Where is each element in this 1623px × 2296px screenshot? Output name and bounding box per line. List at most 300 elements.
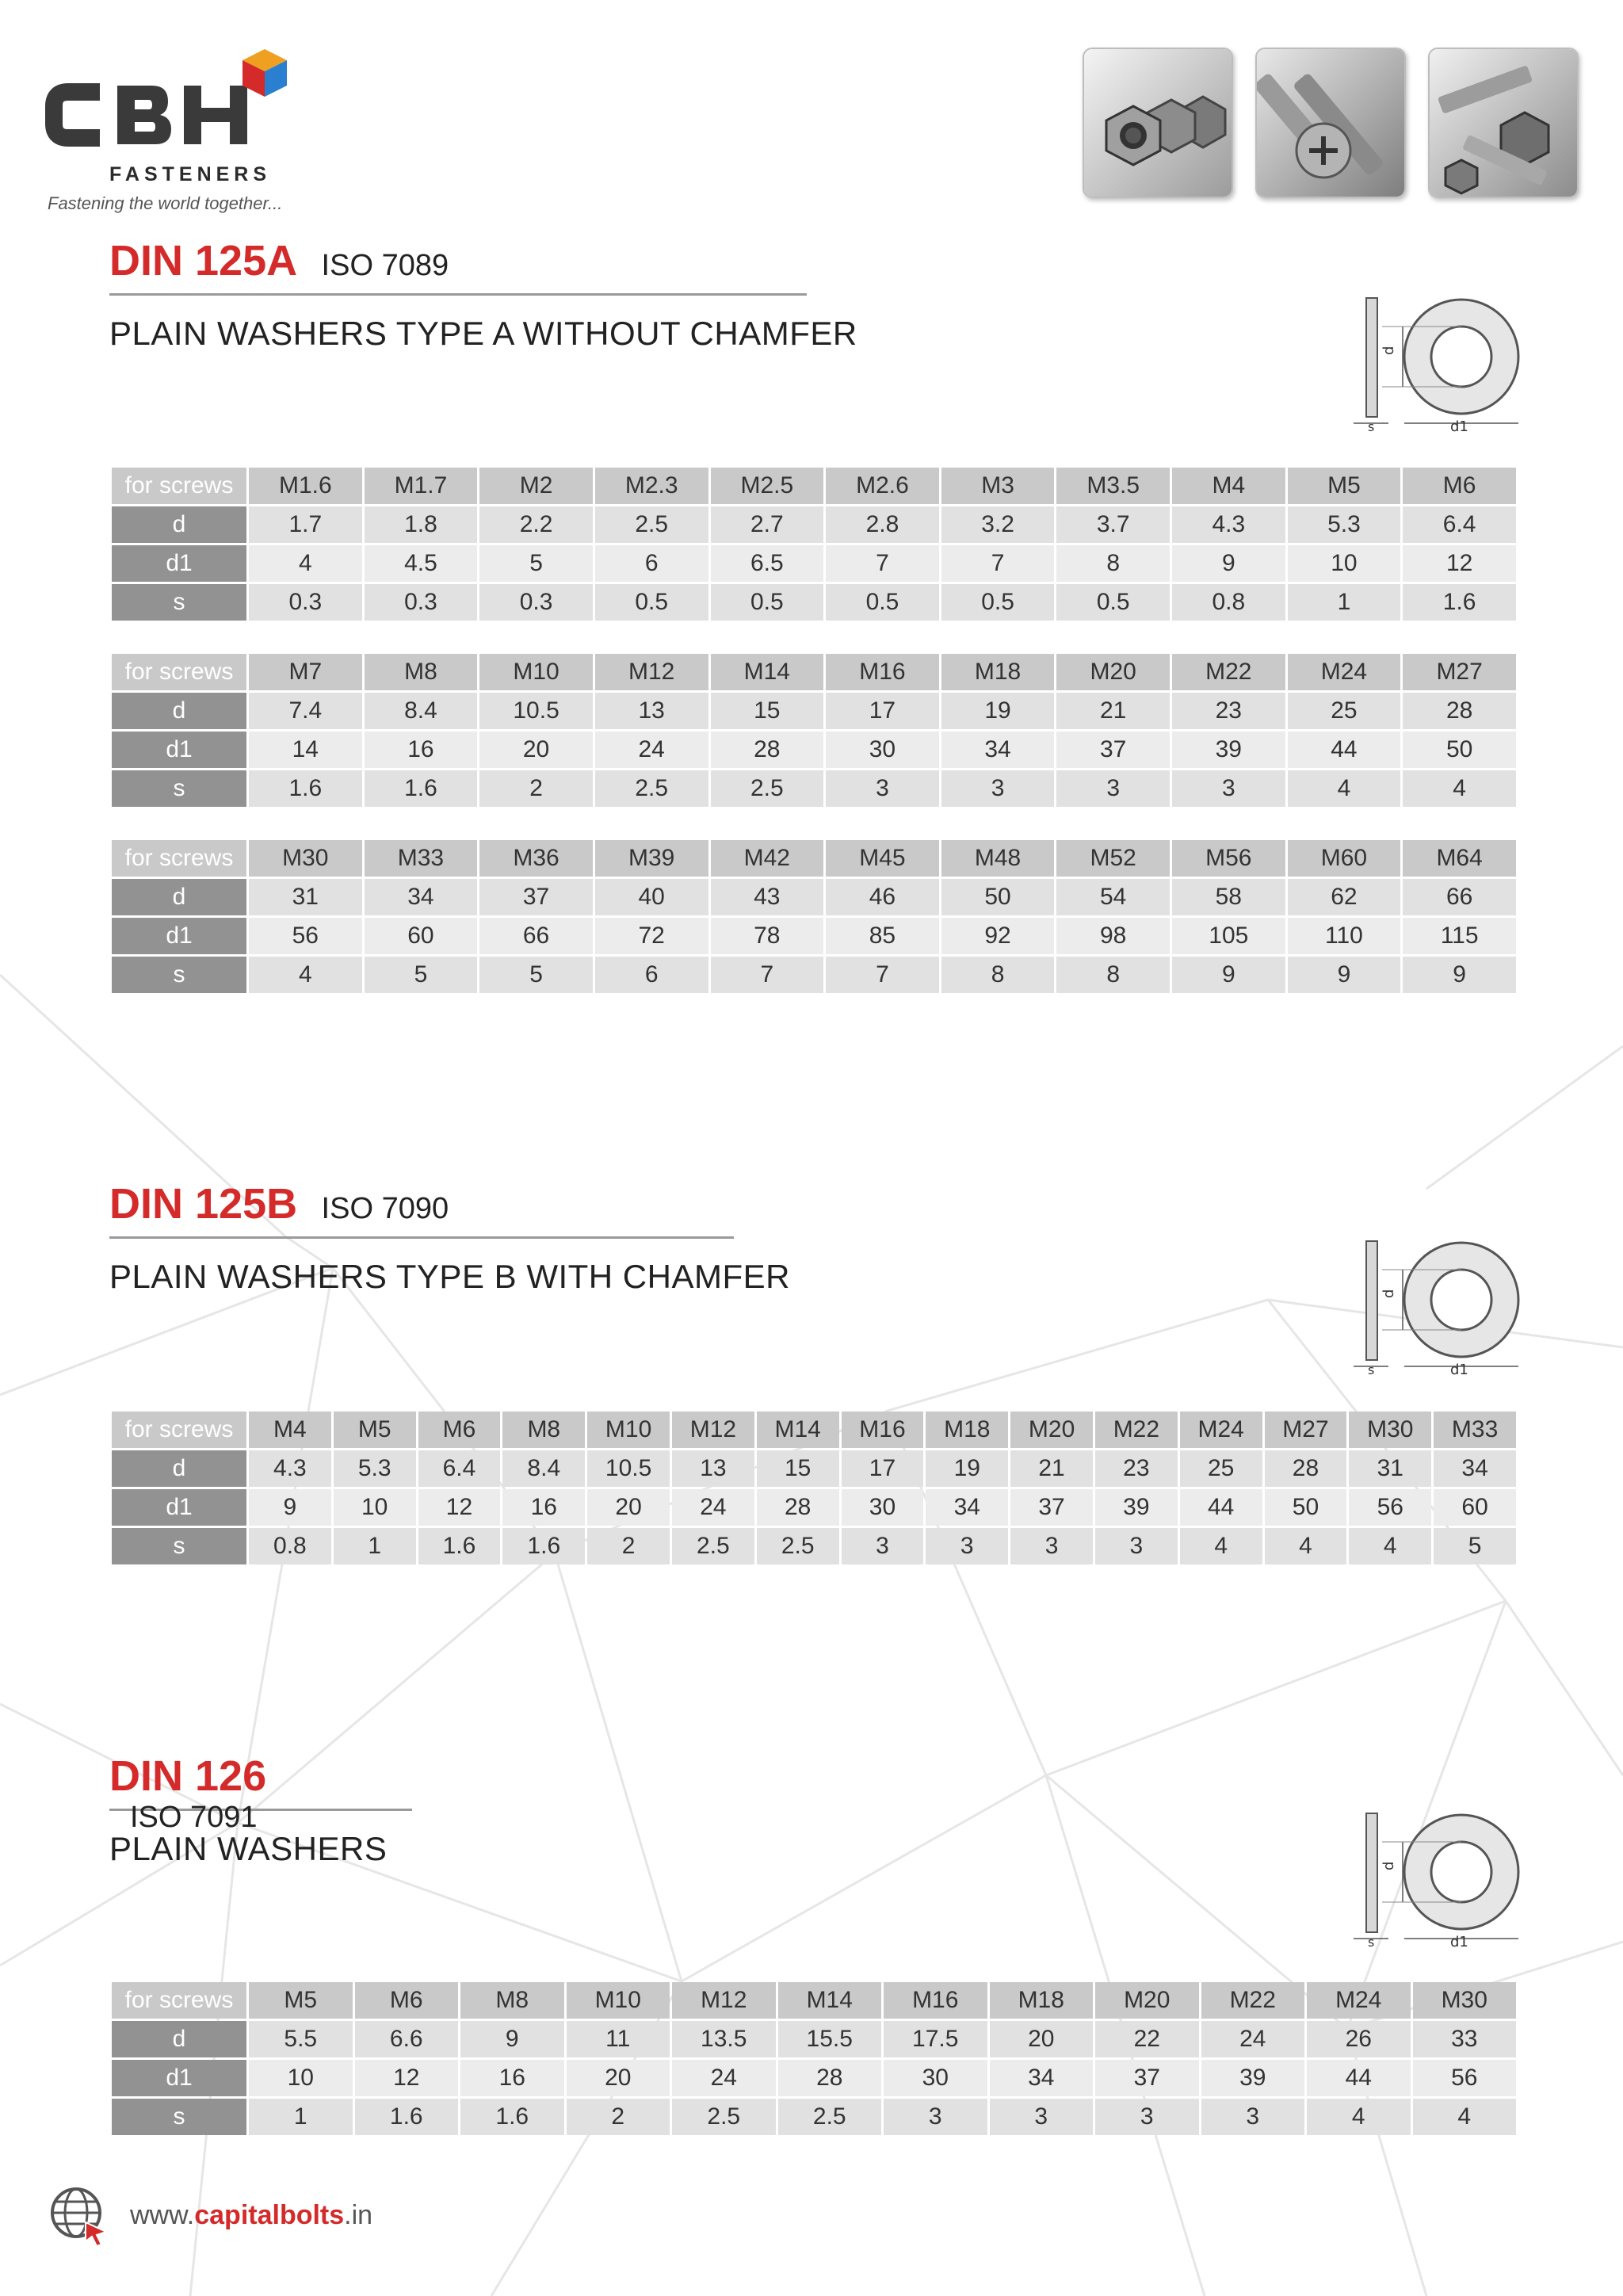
dimension-cell: 23 [1172, 693, 1285, 729]
dimension-cell: 1.6 [502, 1528, 585, 1564]
screw-size-cell: M52 [1056, 840, 1170, 877]
dimension-cell: 8.4 [365, 693, 478, 729]
screw-size-cell: M24 [1307, 1982, 1411, 2019]
cbh-logo-icon [44, 44, 314, 163]
dimension-cell: 8.4 [502, 1450, 585, 1487]
row-label: for screws [112, 840, 246, 877]
table-row [112, 732, 1516, 768]
dimension-cell: 43 [711, 879, 824, 915]
dimension-cell: 10 [249, 2060, 353, 2096]
dimension-cell: 9 [1288, 957, 1401, 993]
screw-size-cell: M2 [479, 468, 593, 504]
screw-size-cell: M12 [672, 1982, 776, 2019]
section-code: DIN 125A [109, 237, 298, 285]
dimension-cell: 25 [1288, 693, 1401, 729]
dimension-cell: 3 [842, 1528, 924, 1564]
dimension-cell: 28 [778, 2060, 882, 2096]
dimension-cell: 0.3 [365, 584, 478, 621]
screw-size-cell: M18 [926, 1412, 1008, 1448]
svg-text:d: d [1381, 346, 1397, 355]
dimension-table [109, 1980, 1518, 2137]
table-header-row [112, 1412, 1516, 1448]
dimension-cell: 17 [842, 1450, 924, 1487]
dimension-cell: 33 [1413, 2021, 1517, 2057]
dimension-cell: 5 [479, 957, 593, 993]
dimension-cell: 17.5 [884, 2021, 987, 2057]
dimension-cell: 7 [826, 545, 939, 582]
dimension-cell: 2.5 [672, 1528, 754, 1564]
dimension-cell: 50 [941, 879, 1055, 915]
dimension-cell: 39 [1172, 732, 1285, 768]
dimension-cell: 37 [1095, 2060, 1199, 2096]
dimension-cell: 1.8 [365, 506, 478, 543]
dimension-cell: 19 [941, 693, 1055, 729]
screw-size-cell: M22 [1172, 654, 1285, 690]
row-label: d1 [112, 2060, 246, 2096]
dimension-cell: 34 [1434, 1450, 1516, 1487]
screw-size-cell: M36 [479, 840, 593, 877]
screw-size-cell: M8 [460, 1982, 564, 2019]
dimension-cell: 9 [460, 2021, 564, 2057]
dimension-cell: 3.7 [1056, 506, 1170, 543]
dimension-cell: 4 [249, 545, 362, 582]
brand-tagline: Fastening the world together... [48, 193, 283, 213]
screw-size-cell: M1.6 [249, 468, 362, 504]
screw-size-cell: M24 [1180, 1412, 1262, 1448]
dimension-cell: 34 [941, 732, 1055, 768]
section-iso: ISO 7090 [321, 1192, 449, 1225]
washer-diagram-icon [1347, 292, 1522, 434]
dimension-cell: 2.8 [826, 506, 939, 543]
dimension-cell: 31 [1349, 1450, 1431, 1487]
dimension-cell: 50 [1403, 732, 1516, 768]
dimension-cell: 5 [1434, 1528, 1516, 1564]
dimension-cell: 39 [1201, 2060, 1305, 2096]
svg-text:d1: d1 [1450, 1934, 1468, 1950]
dimension-cell: 14 [249, 732, 362, 768]
table-row [112, 2021, 1516, 2057]
screw-size-cell: M18 [941, 654, 1055, 690]
table-row [112, 506, 1516, 543]
dimension-cell: 17 [826, 693, 939, 729]
dimension-cell: 21 [1010, 1450, 1093, 1487]
screw-size-cell: M42 [711, 840, 824, 877]
dimension-cell: 5.3 [334, 1450, 416, 1487]
screw-size-cell: M30 [249, 840, 362, 877]
dimension-cell: 4 [1403, 770, 1516, 807]
dimension-cell: 13.5 [672, 2021, 776, 2057]
screw-size-cell: M22 [1201, 1982, 1305, 2019]
dimension-cell: 3 [1095, 2099, 1199, 2135]
dimension-cell: 28 [757, 1489, 839, 1526]
screw-size-cell: M33 [365, 840, 478, 877]
screw-size-cell: M14 [711, 654, 824, 690]
dimension-cell: 24 [595, 732, 708, 768]
row-label: d1 [112, 545, 246, 582]
dimension-cell: 34 [990, 2060, 1094, 2096]
svg-text:d: d [1381, 1861, 1397, 1870]
table-row [112, 918, 1516, 954]
dimension-cell: 105 [1172, 918, 1285, 954]
dimension-cell: 20 [479, 732, 593, 768]
dimension-cell: 12 [1403, 545, 1516, 582]
dimension-cell: 6.5 [711, 545, 824, 582]
hex-nuts-photo [1083, 48, 1233, 198]
dimension-cell: 0.5 [941, 584, 1055, 621]
screw-size-cell: M20 [1095, 1982, 1199, 2019]
dimension-cell: 13 [672, 1450, 754, 1487]
table-header-row [112, 1982, 1516, 2019]
dimension-cell: 11 [567, 2021, 670, 2057]
dimension-cell: 31 [249, 879, 362, 915]
row-label: d [112, 1450, 246, 1487]
dimension-cell: 37 [479, 879, 593, 915]
dimension-cell: 15 [711, 693, 824, 729]
section-title: PLAIN WASHERS [109, 1830, 388, 1867]
dimension-cell: 2.5 [757, 1528, 839, 1564]
dimension-cell: 25 [1180, 1450, 1262, 1487]
screw-size-cell: M4 [1172, 468, 1285, 504]
dimension-cell: 1.6 [249, 770, 362, 807]
table-row [112, 2060, 1516, 2096]
row-label: for screws [112, 654, 246, 690]
screw-size-cell: M16 [884, 1982, 987, 2019]
dimension-cell: 0.5 [826, 584, 939, 621]
section-iso: ISO 7089 [321, 249, 449, 282]
screw-size-cell: M33 [1434, 1412, 1516, 1448]
dimension-cell: 58 [1172, 879, 1285, 915]
dimension-cell: 7.4 [249, 693, 362, 729]
screw-size-cell: M5 [1288, 468, 1401, 504]
dimension-cell: 2 [587, 1528, 670, 1564]
dimension-cell: 10.5 [479, 693, 593, 729]
dimension-cell: 9 [249, 1489, 331, 1526]
dimension-cell: 4 [1180, 1528, 1262, 1564]
svg-text:s: s [1368, 1362, 1375, 1377]
dimension-cell: 9 [1172, 545, 1285, 582]
dimension-cell: 115 [1403, 918, 1516, 954]
dimension-cell: 30 [842, 1489, 924, 1526]
dimension-cell: 8 [1056, 957, 1170, 993]
screw-size-cell: M16 [826, 654, 939, 690]
screw-size-cell: M3 [941, 468, 1055, 504]
dimension-cell: 15.5 [778, 2021, 882, 2057]
screw-size-cell: M8 [502, 1412, 585, 1448]
dimension-cell: 3 [941, 770, 1055, 807]
dimension-cell: 20 [587, 1489, 670, 1526]
dimension-cell: 92 [941, 918, 1055, 954]
footer [48, 2183, 372, 2247]
screw-size-cell: M6 [418, 1412, 501, 1448]
table-row [112, 879, 1516, 915]
dimension-cell: 110 [1288, 918, 1401, 954]
row-label: s [112, 770, 246, 807]
dimension-cell: 3 [1056, 770, 1170, 807]
dimension-cell: 4 [1413, 2099, 1517, 2135]
dimension-cell: 4 [1265, 1528, 1347, 1564]
section-divider [109, 293, 807, 296]
screw-size-cell: M39 [595, 840, 708, 877]
row-label: d1 [112, 918, 246, 954]
dimension-cell: 8 [941, 957, 1055, 993]
row-label: d [112, 693, 246, 729]
dimension-cell: 0.5 [595, 584, 708, 621]
screw-size-cell: M20 [1010, 1412, 1093, 1448]
screw-size-cell: M30 [1349, 1412, 1431, 1448]
dimension-cell: 62 [1288, 879, 1401, 915]
table-row [112, 584, 1516, 621]
dimension-cell: 2.5 [595, 506, 708, 543]
dimension-cell: 16 [460, 2060, 564, 2096]
dimension-cell: 1.6 [418, 1528, 501, 1564]
dimension-cell: 0.5 [711, 584, 824, 621]
screw-size-cell: M64 [1403, 840, 1516, 877]
screw-size-cell: M24 [1288, 654, 1401, 690]
section-din-125b [109, 1179, 1517, 1296]
dimension-cell: 20 [990, 2021, 1094, 2057]
dimension-cell: 30 [826, 732, 939, 768]
dimension-cell: 28 [1403, 693, 1516, 729]
dimension-cell: 16 [365, 732, 478, 768]
dimension-cell: 3.2 [941, 506, 1055, 543]
section-code: DIN 125B [109, 1180, 298, 1228]
svg-text:d1: d1 [1450, 418, 1468, 434]
dimension-cell: 1 [249, 2099, 353, 2135]
row-label: d [112, 879, 246, 915]
dimension-cell: 0.3 [479, 584, 593, 621]
dimension-cell: 21 [1056, 693, 1170, 729]
dimension-cell: 54 [1056, 879, 1170, 915]
dimension-table [109, 838, 1518, 995]
screw-size-cell: M5 [334, 1412, 416, 1448]
dimension-cell: 22 [1095, 2021, 1199, 2057]
dimension-cell: 28 [711, 732, 824, 768]
dimension-cell: 3 [926, 1528, 1008, 1564]
website-suffix: .in [344, 2199, 373, 2230]
dimension-table [109, 1409, 1518, 1567]
screw-size-cell: M2.3 [595, 468, 708, 504]
section-iso: ISO 7091 [130, 1801, 258, 1834]
dimension-cell: 8 [1056, 545, 1170, 582]
screw-size-cell: M27 [1403, 654, 1516, 690]
dimension-cell: 19 [926, 1450, 1008, 1487]
website-brand: capitalbolts [194, 2199, 345, 2230]
dimension-cell: 44 [1307, 2060, 1411, 2096]
screw-size-cell: M6 [355, 1982, 459, 2019]
row-label: d1 [112, 1489, 246, 1526]
screw-size-cell: M2.5 [711, 468, 824, 504]
dimension-cell: 16 [502, 1489, 585, 1526]
row-label: s [112, 1528, 246, 1564]
dimension-table [109, 465, 1518, 623]
screw-size-cell: M5 [249, 1982, 353, 2019]
dimension-cell: 3 [1201, 2099, 1305, 2135]
dimension-cell: 66 [1403, 879, 1516, 915]
screws-photo [1255, 48, 1406, 198]
dimension-cell: 23 [1095, 1450, 1178, 1487]
dimension-cell: 4 [249, 957, 362, 993]
table-row [112, 2099, 1516, 2135]
dimension-cell: 44 [1180, 1489, 1262, 1526]
screw-size-cell: M2.6 [826, 468, 939, 504]
screw-size-cell: M4 [249, 1412, 331, 1448]
screw-size-cell: M12 [595, 654, 708, 690]
dimension-cell: 28 [1265, 1450, 1347, 1487]
screw-size-cell: M6 [1403, 468, 1516, 504]
dimension-cell: 44 [1288, 732, 1401, 768]
screw-size-cell: M48 [941, 840, 1055, 877]
dimension-cell: 85 [826, 918, 939, 954]
dimension-cell: 1.6 [1403, 584, 1516, 621]
dimension-cell: 56 [249, 918, 362, 954]
row-label: for screws [112, 1412, 246, 1448]
row-label: d [112, 506, 246, 543]
dimension-cell: 1 [334, 1528, 416, 1564]
screw-size-cell: M18 [990, 1982, 1094, 2019]
dimension-cell: 6.4 [418, 1450, 501, 1487]
dimension-cell: 1.6 [460, 2099, 564, 2135]
screw-size-cell: M30 [1413, 1982, 1517, 2019]
dimension-cell: 24 [672, 1489, 754, 1526]
dimension-cell: 50 [1265, 1489, 1347, 1526]
washer-diagram-icon [1347, 1235, 1522, 1377]
dimension-cell: 10 [1288, 545, 1401, 582]
dimension-cell: 2.5 [672, 2099, 776, 2135]
dimension-cell: 34 [365, 879, 478, 915]
screw-size-cell: M12 [672, 1412, 754, 1448]
dimension-cell: 39 [1095, 1489, 1178, 1526]
table-row [112, 545, 1516, 582]
row-label: for screws [112, 468, 246, 504]
dimension-cell: 0.3 [249, 584, 362, 621]
screw-size-cell: M22 [1095, 1412, 1178, 1448]
table-header-row [112, 654, 1516, 690]
dimension-cell: 6.4 [1403, 506, 1516, 543]
dimension-cell: 20 [567, 2060, 670, 2096]
dimension-cell: 4.5 [365, 545, 478, 582]
dimension-cell: 4 [1288, 770, 1401, 807]
dimension-cell: 2.5 [711, 770, 824, 807]
dimension-cell: 3 [990, 2099, 1094, 2135]
row-label: s [112, 2099, 246, 2135]
dimension-cell: 34 [926, 1489, 1008, 1526]
table-row [112, 1528, 1516, 1564]
dimension-cell: 7 [711, 957, 824, 993]
row-label: s [112, 584, 246, 621]
dimension-cell: 12 [418, 1489, 501, 1526]
table-header-row [112, 468, 1516, 504]
bolts-nuts-photo [1428, 48, 1579, 198]
section-din-125a [109, 236, 1517, 353]
svg-text:d1: d1 [1450, 1362, 1468, 1377]
dimension-cell: 7 [826, 957, 939, 993]
screw-size-cell: M8 [365, 654, 478, 690]
dimension-cell: 3 [1172, 770, 1285, 807]
dimension-cell: 0.5 [1056, 584, 1170, 621]
screw-size-cell: M20 [1056, 654, 1170, 690]
dimension-cell: 6 [595, 545, 708, 582]
dimension-cell: 60 [365, 918, 478, 954]
dimension-cell: 4.3 [249, 1450, 331, 1487]
dimension-cell: 37 [1056, 732, 1170, 768]
dimension-cell: 56 [1349, 1489, 1431, 1526]
screw-size-cell: M45 [826, 840, 939, 877]
screw-size-cell: M16 [842, 1412, 924, 1448]
dimension-cell: 60 [1434, 1489, 1516, 1526]
dimension-cell: 4 [1307, 2099, 1411, 2135]
dimension-cell: 24 [672, 2060, 776, 2096]
dimension-cell: 26 [1307, 2021, 1411, 2057]
screw-size-cell: M60 [1288, 840, 1401, 877]
dimension-cell: 13 [595, 693, 708, 729]
website-link[interactable] [130, 2200, 372, 2231]
dimension-cell: 3 [1095, 1528, 1178, 1564]
dimension-cell: 0.8 [249, 1528, 331, 1564]
globe-icon [48, 2184, 109, 2246]
dimension-cell: 24 [1201, 2021, 1305, 2057]
dimension-cell: 72 [595, 918, 708, 954]
dimension-cell: 1.6 [365, 770, 478, 807]
dimension-cell: 0.8 [1172, 584, 1285, 621]
screw-size-cell: M10 [587, 1412, 670, 1448]
table-header-row [112, 840, 1516, 877]
table-row [112, 1489, 1516, 1526]
screw-size-cell: M3.5 [1056, 468, 1170, 504]
dimension-cell: 66 [479, 918, 593, 954]
website-prefix: www. [130, 2199, 195, 2230]
section-title: PLAIN WASHERS TYPE B WITH CHAMFER [109, 1258, 790, 1295]
dimension-cell: 4.3 [1172, 506, 1285, 543]
dimension-cell: 5 [479, 545, 593, 582]
dimension-cell: 37 [1010, 1489, 1093, 1526]
screw-size-cell: M10 [567, 1982, 670, 2019]
dimension-cell: 3 [1010, 1528, 1093, 1564]
dimension-cell: 40 [595, 879, 708, 915]
row-label: for screws [112, 1982, 246, 2019]
svg-text:d: d [1381, 1289, 1397, 1298]
brand-subtitle: FASTENERS [109, 163, 272, 185]
screw-size-cell: M1.7 [365, 468, 478, 504]
dimension-cell: 5.5 [249, 2021, 353, 2057]
screw-size-cell: M7 [249, 654, 362, 690]
row-label: d1 [112, 732, 246, 768]
washer-diagram-icon [1347, 1807, 1522, 1950]
table-row [112, 957, 1516, 993]
dimension-cell: 4 [1349, 1528, 1431, 1564]
dimension-cell: 5 [365, 957, 478, 993]
dimension-cell: 1 [1288, 584, 1401, 621]
dimension-cell: 30 [884, 2060, 987, 2096]
dimension-cell: 2 [567, 2099, 670, 2135]
screw-size-cell: M27 [1265, 1412, 1347, 1448]
dimension-cell: 6 [595, 957, 708, 993]
section-title: PLAIN WASHERS TYPE A WITHOUT CHAMFER [109, 315, 857, 352]
dimension-cell: 9 [1403, 957, 1516, 993]
section-din-126 [109, 1752, 1517, 1868]
dimension-cell: 78 [711, 918, 824, 954]
row-label: s [112, 957, 246, 993]
dimension-cell: 2 [479, 770, 593, 807]
dimension-cell: 7 [941, 545, 1055, 582]
dimension-cell: 10.5 [587, 1450, 670, 1487]
dimension-cell: 2.2 [479, 506, 593, 543]
screw-size-cell: M14 [757, 1412, 839, 1448]
dimension-cell: 3 [826, 770, 939, 807]
screw-size-cell: M10 [479, 654, 593, 690]
svg-text:s: s [1368, 419, 1375, 434]
dimension-cell: 5.3 [1288, 506, 1401, 543]
table-row [112, 1450, 1516, 1487]
